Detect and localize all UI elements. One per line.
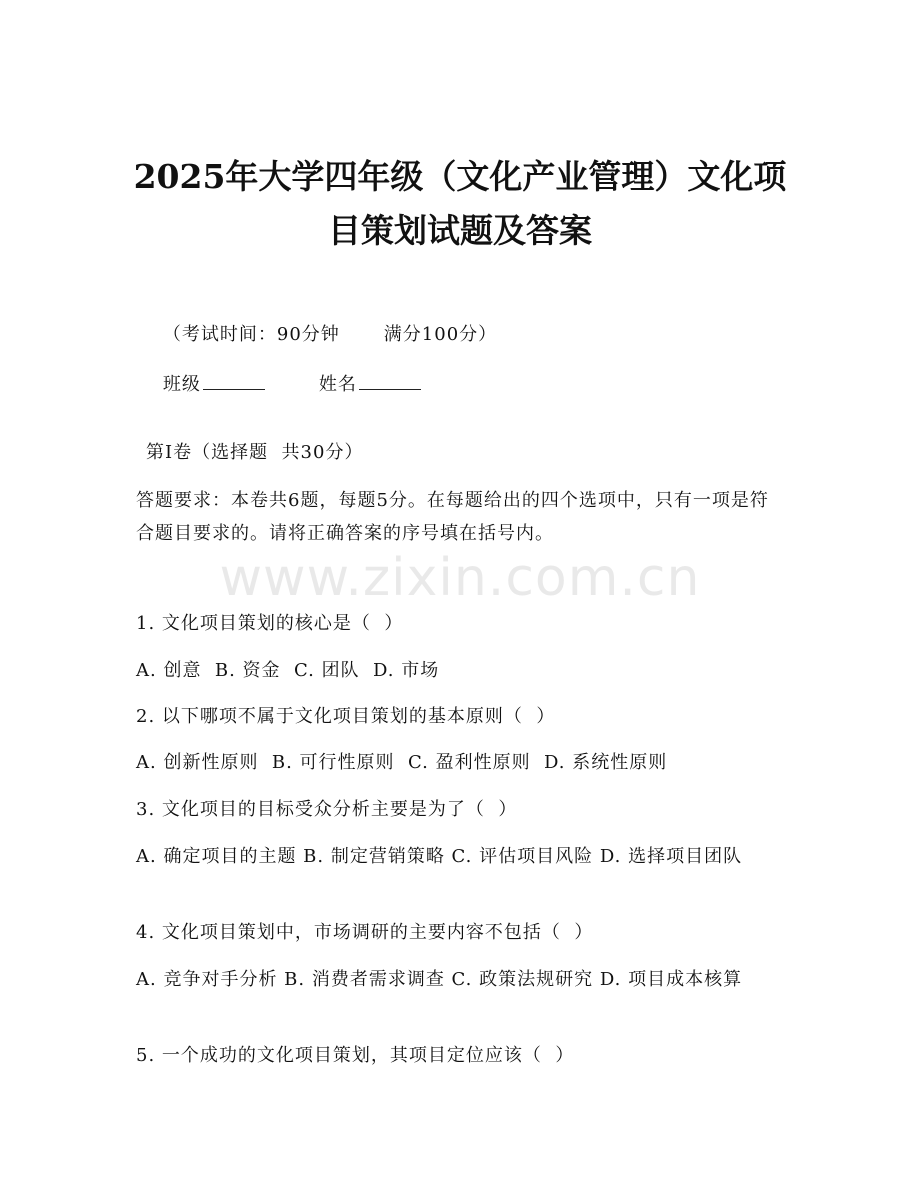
question-3-options: A. 确定项目的主题 B. 制定营销策略 C. 评估项目风险 D. 选择项目团队 <box>136 846 743 867</box>
exam-time: （考试时间：90分钟 <box>162 324 340 345</box>
question-5: 5. 一个成功的文化项目策划，其项目定位应该（ ） <box>136 1045 575 1066</box>
question-1-options: A. 创意 B. 资金 C. 团队 D. 市场 <box>136 660 440 681</box>
document-title <box>120 150 800 258</box>
class-blank[interactable] <box>203 373 265 390</box>
section-heading: 第I卷（选择题 共30分） <box>146 442 364 463</box>
section-instructions: 答题要求：本卷共6题，每题5分。在每题给出的四个选项中，只有一项是符合题目要求的。请将正确答案的序号填在括号内。 <box>136 490 769 544</box>
question-4: 4. 文化项目策划中，市场调研的主要内容不包括（ ） <box>136 922 594 943</box>
title-line-2: 目策划试题及答案 <box>328 211 592 250</box>
title-line-1: 2025年大学四年级（文化产业管理）文化项 <box>133 157 787 196</box>
question-2-options: A. 创新性原则 B. 可行性原则 C. 盈利性原则 D. 系统性原则 <box>136 752 668 773</box>
class-label: 班级 <box>162 374 201 395</box>
question-1: 1. 文化项目策划的核心是（ ） <box>136 613 404 634</box>
exam-score: 满分100分） <box>383 324 498 345</box>
name-blank[interactable] <box>359 373 421 390</box>
student-fields <box>136 351 421 418</box>
watermark: www.zixin.com.cn <box>219 548 701 608</box>
question-4-options: A. 竞争对手分析 B. 消费者需求调查 C. 政策法规研究 D. 项目成本核算 <box>136 969 743 990</box>
question-2: 2. 以下哪项不属于文化项目策划的基本原则（ ） <box>136 706 556 727</box>
question-3: 3. 文化项目的目标受众分析主要是为了（ ） <box>136 799 518 820</box>
name-label: 姓名 <box>318 374 357 395</box>
